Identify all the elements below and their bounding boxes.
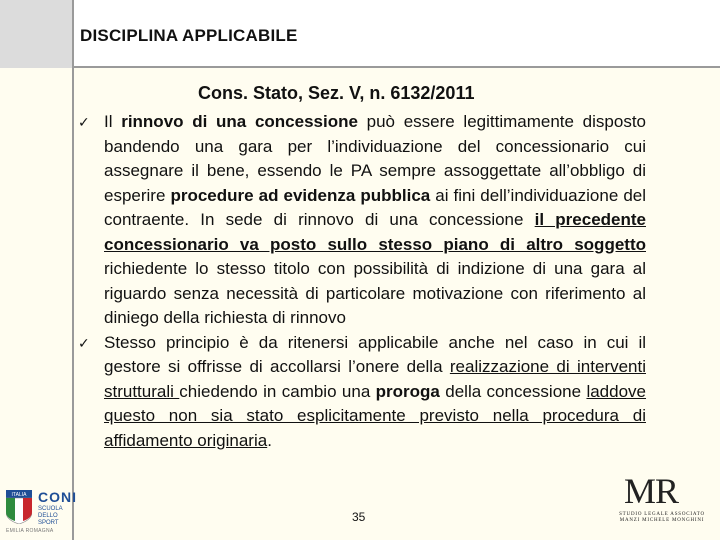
coni-logo [4, 488, 77, 538]
bullet-segment: rinnovo di una concessione [121, 112, 358, 131]
bullet-segment: proroga [375, 381, 440, 401]
coni-region: EMILIA ROMAGNA [6, 528, 54, 534]
bullet-segment: laddove questo non sia stato esplicitamente previsto nella procedura di affidamento originaria [104, 381, 647, 450]
checkmark-icon: ✓ [78, 115, 90, 131]
mr-law-firm-logo [610, 470, 710, 538]
checkmark-icon: ✓ [78, 335, 90, 352]
page-number: 35 [352, 510, 366, 524]
coni-subtitle: SCUOLA DELLO SPORT [38, 506, 63, 526]
bullet-segment: richiedente lo stesso titolo con possibilità di indizione di una gara al riguardo senza necessità di particolare motivazione con riferimento al diniego della richiesta di rinnovo [104, 259, 646, 327]
mr-caption: STUDIO LEGALE ASSOCIATO MANZI MICHELE MONGHINI [619, 512, 705, 523]
bullet-segment: il precedente concessionario va posto sullo stesso piano di altro soggetto [104, 210, 646, 254]
bullet-segment: realizzazione di interventi strutturali [104, 357, 646, 401]
bullet-segment: chiedendo in cambio una [179, 381, 376, 401]
bullet-text [104, 333, 646, 450]
italia-shield-icon [6, 490, 32, 524]
header-vertical-rule [72, 0, 74, 540]
bullet-segment: della concessione [439, 381, 587, 401]
bullet-segment: ai fini dell’individuazione del contraente. In sede di rinnovo di una concessione [104, 185, 647, 229]
header-horizontal-rule [72, 66, 720, 68]
bullet-segment: Il [104, 112, 122, 131]
slide-title: DISCIPLINA APPLICABILE [80, 26, 298, 45]
coni-wordmark: CONI [38, 489, 77, 505]
bullet-segment: può essere legittimamente disposto bandendo una gara per l’individuazione del concessionario cui assegnare il bene, essendo le PA sempre assoggettate all’obbligo di esperire [104, 112, 646, 205]
bullet-segment: procedure ad evidenza pubblica [170, 185, 431, 205]
bullet-item [78, 331, 646, 454]
case-citation: Cons. Stato, Sez. V, n. 6132/2011 [198, 83, 475, 103]
shield-label: ITALIA [11, 492, 27, 498]
bullet-segment: Stesso principio è da ritenersi applicabile anche nel caso in cui il gestore si offrisse di accollarsi l’onere della [104, 332, 646, 376]
bullet-item [78, 110, 646, 331]
bullet-list [78, 110, 646, 453]
left-margin-band [0, 68, 72, 540]
mr-monogram: MR [624, 471, 679, 511]
bullet-text [104, 112, 646, 327]
bullet-segment: . [267, 430, 272, 450]
